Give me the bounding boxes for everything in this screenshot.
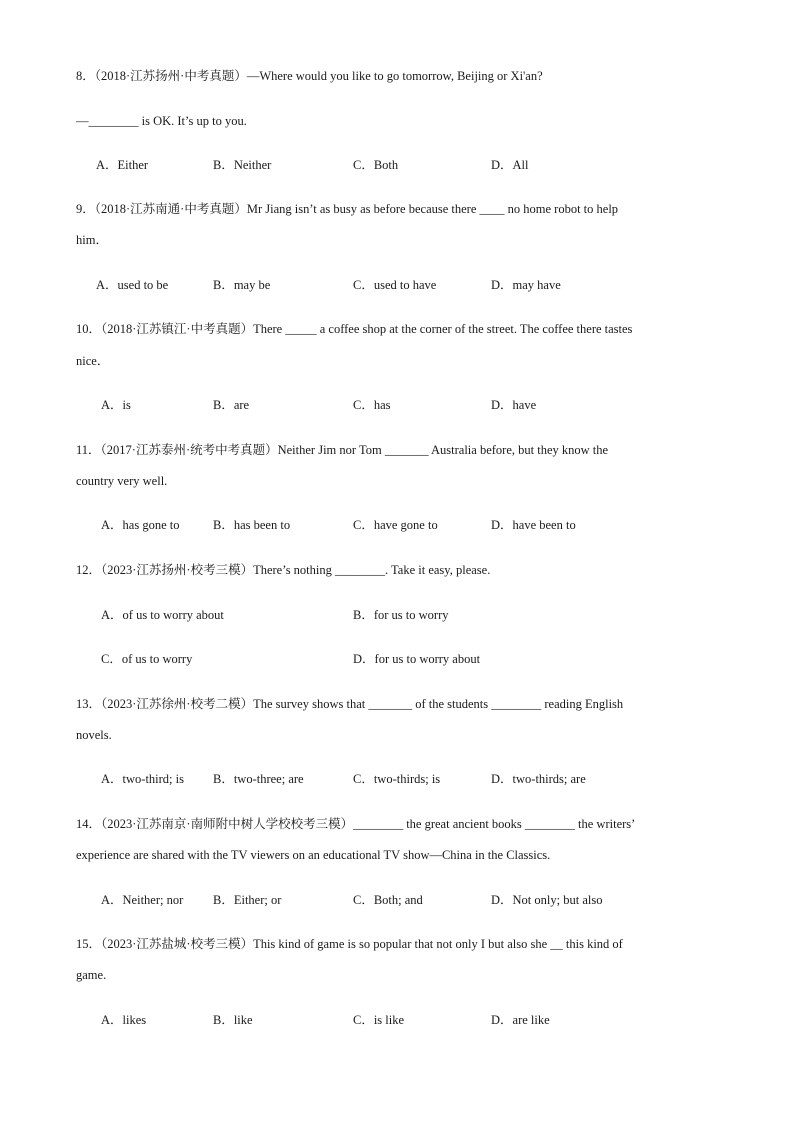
question-11-stem: 11．（2017·江苏泰州·统考中考真题）Neither Jim nor Tom _______ Australia before, but they know the bbox=[76, 443, 609, 457]
q8-option-d: D．All bbox=[491, 158, 529, 172]
q8-option-b: B．Neither bbox=[213, 158, 272, 172]
question-8-stem-continued: —________ is OK. It’s up to you. bbox=[76, 114, 247, 128]
q10-option-d: D．have bbox=[491, 398, 537, 412]
question-13-stem: 13．（2023·江苏徐州·校考二模）The survey shows that _______ of the students ________ reading English bbox=[76, 697, 624, 711]
q14-option-a: A．Neither; nor bbox=[101, 893, 184, 907]
q15-option-a: A．likes bbox=[101, 1013, 147, 1027]
q11-option-c: C．have gone to bbox=[353, 518, 438, 532]
question-15-stem: 15．（2023·江苏盐城·校考三模）This kind of game is so popular that not only I but also she __ this kind of bbox=[76, 937, 623, 951]
q8-option-c: C．Both bbox=[353, 158, 399, 172]
q9-option-c: C．used to have bbox=[353, 278, 437, 292]
question-12-stem: 12．（2023·江苏扬州·校考三模）There’s nothing ________. Take it easy, please. bbox=[76, 563, 491, 577]
q15-option-c: C．is like bbox=[353, 1013, 405, 1027]
question-8-stem: 8．（2018·江苏扬州·中考真题）—Where would you like to go tomorrow, Beijing or Xi'an? bbox=[76, 69, 543, 83]
q11-option-b: B．has been to bbox=[213, 518, 291, 532]
q14-option-b: B．Either; or bbox=[213, 893, 282, 907]
q15-option-d: D．are like bbox=[491, 1013, 550, 1027]
q15-option-b: B．like bbox=[213, 1013, 253, 1027]
q8-option-a: A．Either bbox=[96, 158, 149, 172]
q12-option-b: B．for us to worry bbox=[353, 608, 449, 622]
q12-option-d: D．for us to worry about bbox=[353, 652, 481, 666]
q11-option-d: D．have been to bbox=[491, 518, 576, 532]
question-11-stem-continued: country very well. bbox=[76, 474, 168, 488]
question-10-stem: 10．（2018·江苏镇江·中考真题）There _____ a coffee shop at the corner of the street. The coffee there tastes bbox=[76, 322, 633, 336]
question-9-stem: 9．（2018·江苏南通·中考真题）Mr Jiang isn’t as busy as before because there ____ no home robot to help bbox=[76, 202, 619, 216]
question-14-stem: 14．（2023·江苏南京·南师附中树人学校校考三模）________ the great ancient books ________ the writers’ bbox=[76, 817, 636, 831]
question-13-stem-continued: novels. bbox=[76, 728, 112, 742]
q10-option-b: B．are bbox=[213, 398, 250, 412]
q13-option-b: B．two-three; are bbox=[213, 772, 304, 786]
question-15-stem-continued: game. bbox=[76, 968, 107, 982]
question-14-stem-continued: experience are shared with the TV viewers on an educational TV show—China in the Classics. bbox=[76, 848, 551, 862]
q10-option-a: A．is bbox=[101, 398, 131, 412]
q9-option-d: D．may have bbox=[491, 278, 561, 292]
q10-option-c: C．has bbox=[353, 398, 391, 412]
q9-option-a: A．used to be bbox=[96, 278, 169, 292]
q13-option-d: D．two-thirds; are bbox=[491, 772, 586, 786]
question-9-stem-continued: him． bbox=[76, 233, 108, 247]
q13-option-a: A．two-third; is bbox=[101, 772, 184, 786]
q14-option-c: C．Both; and bbox=[353, 893, 423, 907]
q12-option-c: C．of us to worry bbox=[101, 652, 193, 666]
question-10-stem-continued: nice． bbox=[76, 354, 110, 368]
q12-option-a: A．of us to worry about bbox=[101, 608, 224, 622]
q13-option-c: C．two-thirds; is bbox=[353, 772, 441, 786]
q14-option-d: D．Not only; but also bbox=[491, 893, 603, 907]
q9-option-b: B．may be bbox=[213, 278, 271, 292]
q11-option-a: A．has gone to bbox=[101, 518, 180, 532]
